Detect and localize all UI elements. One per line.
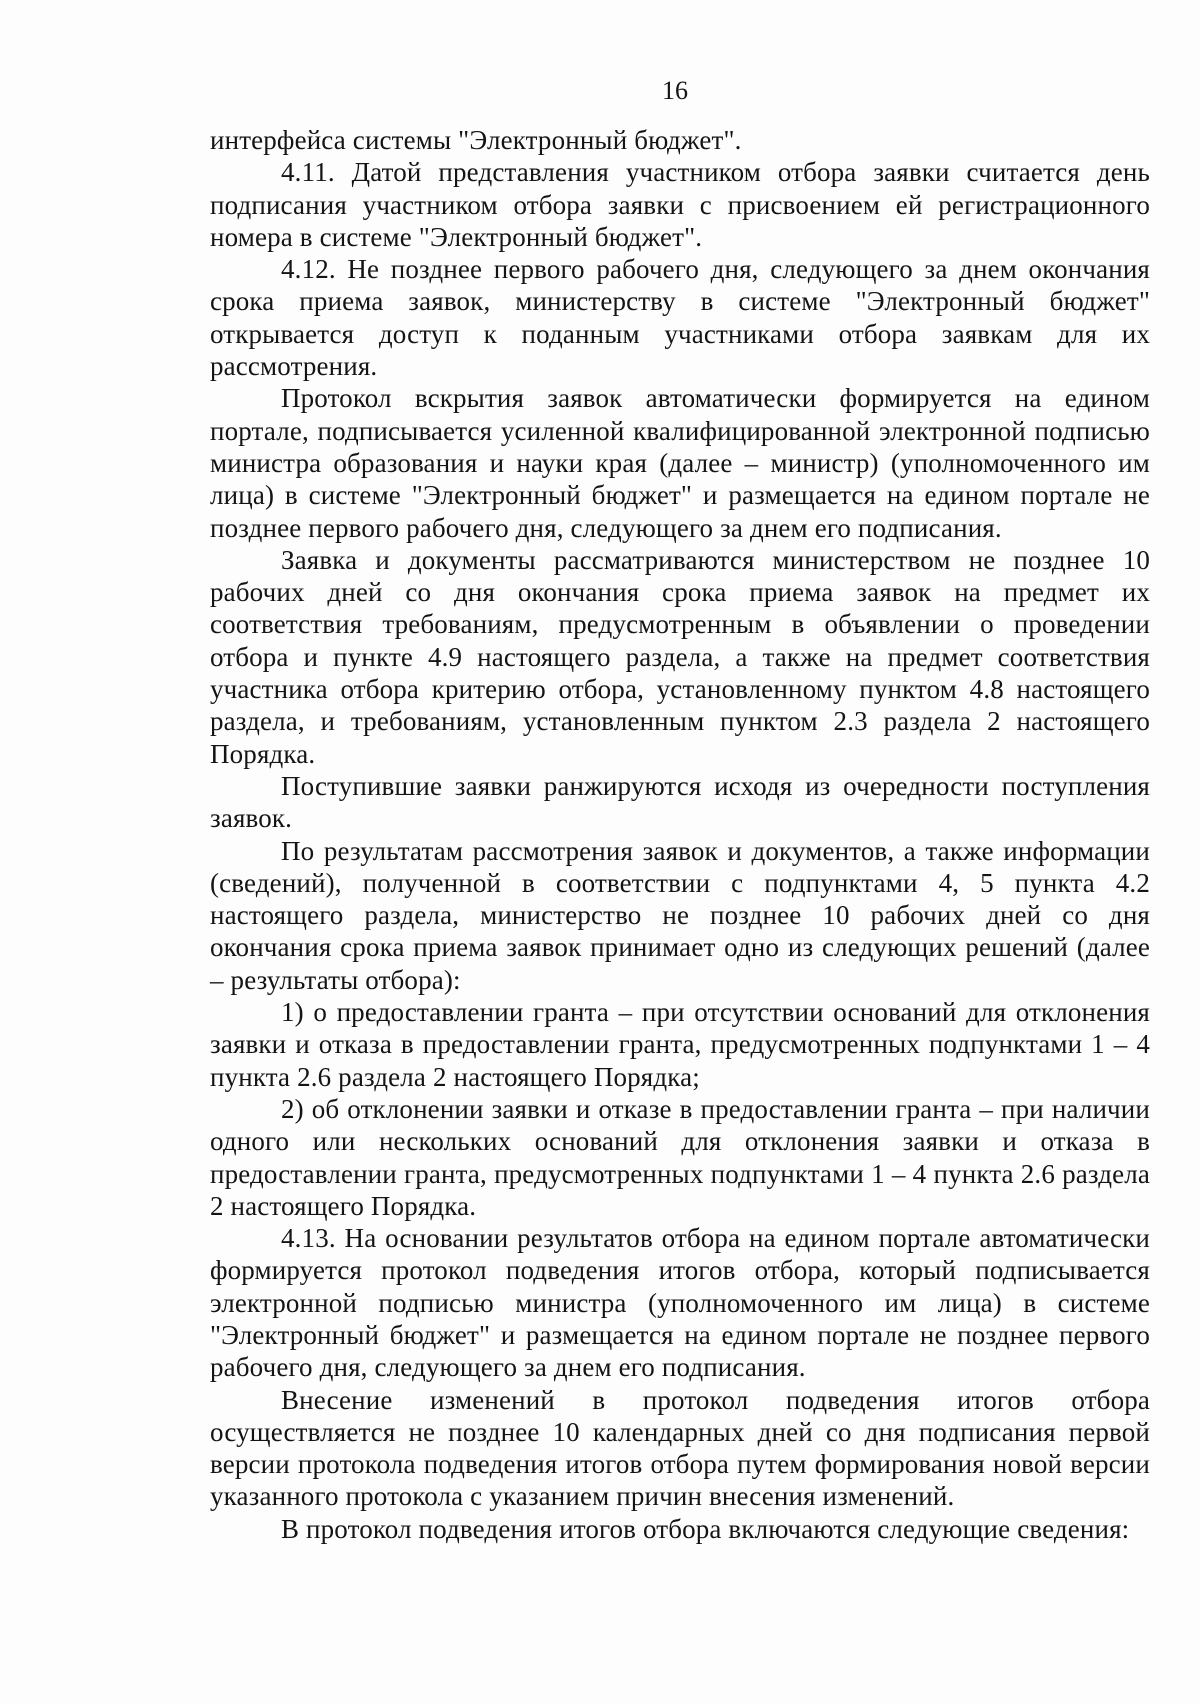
paragraph-protocol-contents: В протокол подведения итогов отбора включаются следующие сведения:: [281, 1513, 1130, 1544]
document-body: [210, 124, 1150, 1545]
paragraph-protocol-changes: Внесение изменений в протокол подведения итогов отбора осуществляется не позднее 10 календарных дней со дня подписания первой версии протокола подведения итогов отбора путем формирования новой версии указанного протокола с указанием причин внесения изменений.: [210, 1384, 1150, 1512]
paragraph-4-13: 4.13. На основании результатов отбора на едином портале автоматически формируется протокол подведения итогов отбора, который подписывается электронной подписью министра (уполномоченного им лица) в системе "Электронный бюджет" и размещается на едином портале не позднее первого рабочего дня, следующего за днем его подписания.: [210, 1223, 1150, 1383]
page-number: 16: [662, 76, 688, 105]
paragraph-ranking: Поступившие заявки ранжируются исходя из очередности поступления заявок.: [210, 770, 1150, 834]
paragraph-4-12: 4.12. Не позднее первого рабочего дня, следующего за днем окончания срока приема заявок, министерству в системе "Электронный бюджет" открывается доступ к поданным участниками отбора заявкам для их рассмотрения.: [210, 254, 1150, 382]
paragraph-4-11: 4.11. Датой представления участником отбора заявки считается день подписания участником отбора заявки с присвоением ей регистрационного номера в системе "Электронный бюджет".: [210, 157, 1150, 252]
paragraph-review-results: По результатам рассмотрения заявок и документов, а также информации (сведений), полученной в соответствии с подпунктами 4, 5 пункта 4.2 настоящего раздела, министерство не позднее 10 рабочих дней со дня окончания срока приема заявок принимает одно из следующих решений (далее – результаты отбора):: [210, 835, 1150, 995]
paragraph-application-review: Заявка и документы рассматриваются министерством не позднее 10 рабочих дней со дня окончания срока приема заявок на предмет их соответствия требованиям, предусмотренным в объявлении о проведении отбора и пункте 4.9 настоящего раздела, а также на предмет соответствия участника отбора критерию отбора, установленному пунктом 4.8 настоящего раздела, и требованиям, установленным пунктом 2.3 раздела 2 настоящего Порядка.: [210, 544, 1150, 769]
paragraph-continuation: интерфейса системы "Электронный бюджет".: [210, 125, 742, 155]
list-item-grant-approval: 1) о предоставлении гранта – при отсутствии оснований для отклонения заявки и отказа в предоставлении гранта, предусмотренных подпунктами 1 – 4 пункта 2.6 раздела 2 настоящего Порядка;: [210, 997, 1150, 1092]
paragraph-opening-protocol: Протокол вскрытия заявок автоматически формируется на едином портале, подписывается усиленной квалифицированной электронной подписью министра образования и науки края (далее – министр) (уполномоченного им лица) в системе "Электронный бюджет" и размещается на едином портале не позднее первого рабочего дня, следующего за днем его подписания.: [210, 383, 1150, 543]
list-item-grant-rejection: 2) об отклонении заявки и отказе в предоставлении гранта – при наличии одного или нескольких оснований для отклонения заявки и отказа в предоставлении гранта, предусмотренных подпунктами 1 – 4 пункта 2.6 раздела 2 настоящего Порядка.: [210, 1093, 1150, 1221]
